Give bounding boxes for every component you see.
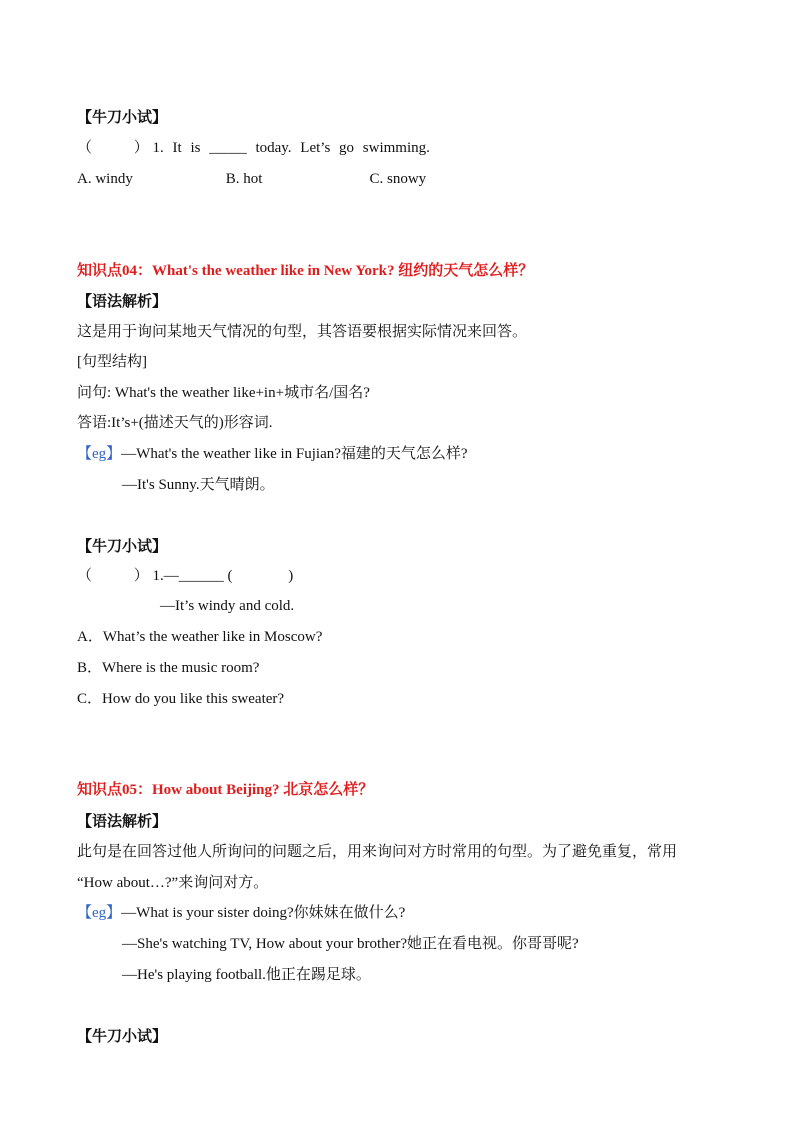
paren-right: ）: [133, 140, 149, 156]
example-answer: —It's Sunny.天气晴朗。: [122, 477, 275, 493]
option-b: B. hot: [225, 171, 263, 187]
example-line: [77, 444, 468, 464]
description: 这是用于询问某地天气情况的句型，其答语要根据实际情况来回答。: [77, 324, 528, 340]
question-line: [77, 138, 430, 158]
answer-text: —It’s windy and cold.: [160, 598, 295, 614]
analysis-title: 【语法解析】: [77, 814, 168, 830]
paren-right: ）: [133, 568, 149, 584]
structure-label: [句型结构]: [77, 354, 147, 370]
question-line: [77, 566, 293, 586]
option-a: A. windy: [77, 171, 133, 187]
option-b: B．Where is the music room?: [77, 660, 260, 676]
example-3: —He's playing football.他正在踢足球。: [122, 967, 371, 983]
option-a: A．What’s the weather like in Moscow?: [77, 629, 323, 645]
options-row: [77, 169, 426, 189]
practice-title: 【牛刀小试】: [77, 110, 168, 126]
option-c: C. snowy: [369, 171, 427, 187]
analysis-title: 【语法解析】: [77, 294, 168, 310]
option-c: C．How do you like this sweater?: [77, 691, 285, 707]
description-line-1: 此句是在回答过他人所询问的问题之后，用来询问对方时常用的句型。为了避免重复，常用: [77, 844, 678, 860]
eg-tag: 【eg】: [77, 446, 122, 462]
example-question: —What's the weather like in Fujian?福建的天气怎么样?: [121, 446, 468, 462]
eg-tag: 【eg】: [77, 905, 122, 921]
question-pattern: 问句: What's the weather like+in+城市名/国名?: [77, 385, 370, 401]
question-close: ): [288, 568, 294, 584]
practice-title: 【牛刀小试】: [77, 539, 168, 555]
description-line-2: “How about…?”来询问对方。: [77, 875, 269, 891]
answer-pattern: 答语:It’s+(描述天气的)形容词.: [77, 415, 273, 431]
question-text: 1. It is _____ today. Let’s go swimming.: [152, 140, 430, 156]
section-heading-kp05: 知识点05：How about Beijing? 北京怎么样？: [77, 782, 374, 798]
section-heading-kp04: 知识点04：What's the weather like in New York? 纽约的天气怎么样？: [77, 263, 534, 279]
paren-left: （: [77, 140, 93, 156]
paren-left: （: [77, 568, 93, 584]
practice-title: 【牛刀小试】: [77, 1029, 168, 1045]
example-2: —She's watching TV, How about your brother?她正在看电视。你哥哥呢?: [122, 936, 579, 952]
example-1: —What is your sister doing?你妹妹在做什么?: [121, 905, 406, 921]
example-line: [77, 903, 405, 923]
question-blank: 1.—______ (: [152, 568, 233, 584]
